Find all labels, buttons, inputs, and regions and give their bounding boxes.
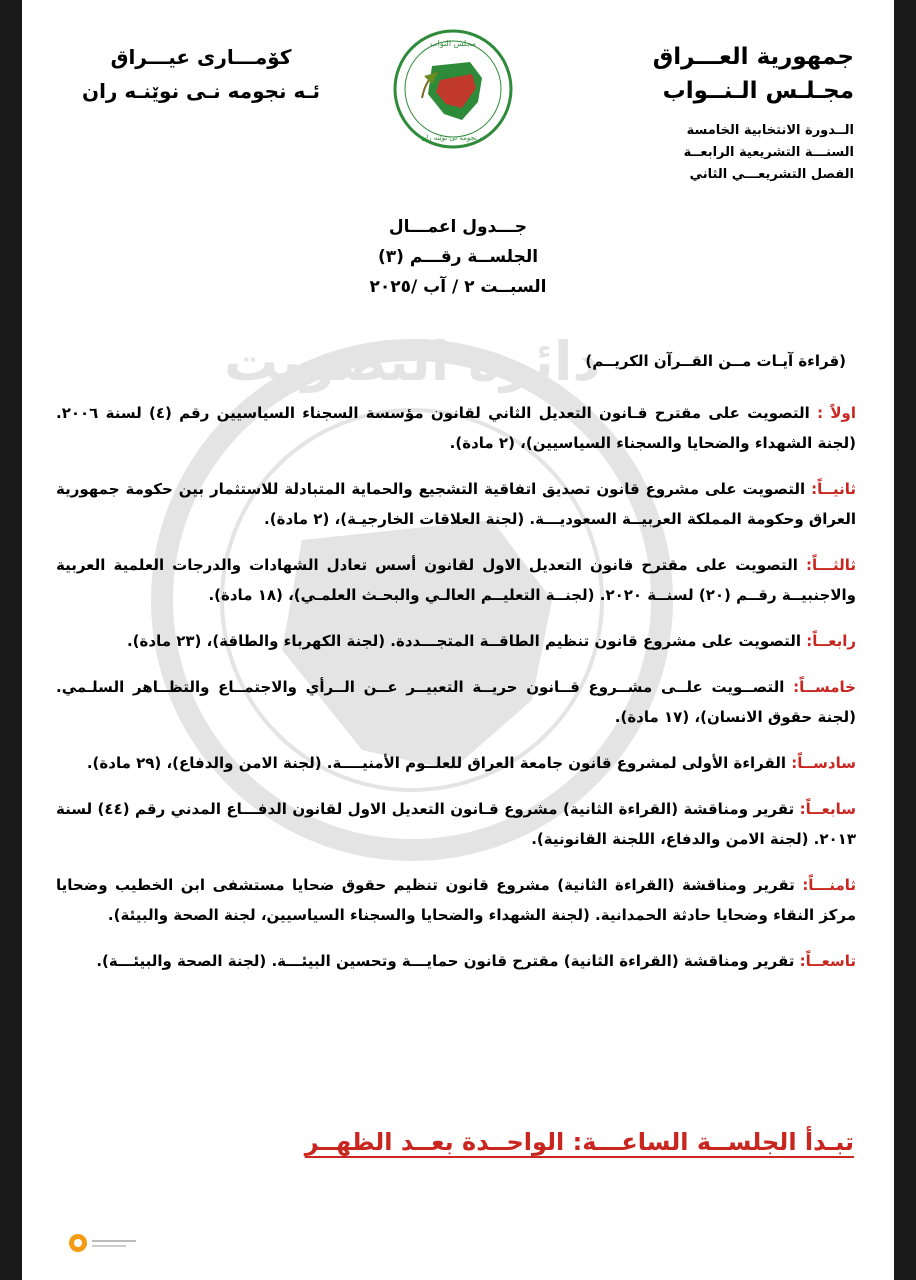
item-text: تقرير ومناقشة (القراءة الثانية) مشروع قـانون التعديل الاول لقانون الدفـــاع المدني رقم (٤٤) لسنة ٢٠١٣. (لجنة الامن والدفاع، اللجنة القانونية).	[56, 800, 856, 848]
session-date: السبــت ٢ / آب /٢٠٢٥	[369, 277, 547, 297]
agenda-title-block	[22, 212, 894, 302]
electoral-cycle: الــدورة الانتخابية الخامسة	[686, 123, 854, 138]
item-text: التصــويت علــى مشــروع قــانون حريــة التعبيــر عــن الــرأي والاجتمــاع والتظــاهر السلـمي. (لجنة حقوق الانسان)، (١٧ مادة).	[56, 678, 856, 726]
agenda-item	[56, 870, 856, 930]
item-ordinal: خامســاً:	[793, 678, 856, 696]
item-text: التصويت على مقترح قانون التعديل الاول لقانون أسس تعادل الشهادات والدرجات العلمية العربية والاجنبيــة رقــم (٢٠) لسنــة ٢٠٢٠. (لجنــة التعليــم العالـي والبحـث العلمـي)، (١٨ مادة).	[56, 556, 856, 604]
session-info	[653, 120, 854, 186]
document-page	[22, 0, 894, 1280]
legislative-year: السنـــة التشريعية الرابعــة	[683, 145, 854, 160]
agenda-item	[56, 946, 856, 976]
header-kurdish	[82, 40, 320, 108]
parliament-logo	[392, 28, 514, 150]
agenda-title: جـــدول اعمـــال	[388, 217, 528, 237]
session-start-time: تبـدأ الجلســة الساعـــة: الواحــدة بعــد الظهــر	[304, 1128, 854, 1156]
agenda-item	[56, 398, 856, 458]
item-ordinal: اولاً :	[817, 404, 856, 422]
agenda-item	[56, 550, 856, 610]
agenda-item	[56, 474, 856, 534]
item-text: التصويت على مشروع قانون تصديق اتفاقية التشجيع والحماية المتبادلة للاستثمار بين حكومة جمهورية العراق وحكومة المملكة العربيــة السعوديـــة. (لجنة العلاقات الخارجيـة)، (٢ مادة).	[56, 480, 856, 528]
item-text: التصويت على مشروع قانون تنظيم الطاقــة المتجـــددة. (لجنة الكهرباء والطاقة)، (٢٣ مادة).	[126, 632, 807, 650]
item-text: التصويت على مقترح قـانون التعديل الثاني لقانون مؤسسة السجناء السياسيين رقم (٤) لسنة ٢٠٠٦. (لجنة الشهداء والضحايا والسجناء السياسيين)، (٢ مادة).	[56, 404, 856, 452]
item-text: تقرير ومناقشة (القراءة الثانية) مقترح قانون حمايـــة وتحسين البيئـــة. (لجنة الصحة والبيئـــة).	[96, 952, 800, 970]
header-institution	[653, 40, 854, 186]
country-name: جمهورية العـــراق	[652, 44, 854, 70]
source-watermark-icon	[66, 1228, 146, 1258]
item-ordinal: سادســاً:	[791, 754, 856, 772]
item-ordinal: تاسعــاً:	[799, 952, 856, 970]
agenda-item	[56, 794, 856, 854]
council-name: مجـلـس الـنــواب	[662, 78, 854, 104]
agenda-items	[56, 398, 856, 992]
logo-top-text: مجلس النواب	[430, 39, 476, 48]
legislative-term: الفصل التشريعـــي الثاني	[689, 167, 854, 182]
item-ordinal: سابعــاً:	[799, 800, 856, 818]
agenda-item	[56, 672, 856, 732]
item-ordinal: ثانيــاً:	[811, 480, 856, 498]
item-ordinal: ثامنـــاً:	[802, 876, 856, 894]
item-ordinal: رابعــاً:	[806, 632, 856, 650]
item-text: تقرير ومناقشة (القراءة الثانية) مشروع قانون تنظيم حقوق ضحايا مستشفى ابن الخطيب وضحايا مركز النقاء وضحايا حادثة الحمدانية. (لجنة الشهداء والضحايا والسجناء السياسيين، لجنة الصحة والبيئة).	[56, 876, 856, 924]
item-ordinal: ثالثـــاً:	[805, 556, 856, 574]
logo-bottom-text: ئه نجومه نی نوێنه ران	[421, 134, 485, 142]
quran-reading: (قراءة آيـات مــن القــرآن الكريــم)	[585, 352, 846, 370]
agenda-item	[56, 626, 856, 656]
agenda-item	[56, 748, 856, 778]
session-number: الجلســة رقـــم (٣)	[377, 247, 539, 267]
item-text: القراءة الأولى لمشروع قانون جامعة العراق للعلــوم الأمنيــــة. (لجنة الامن والدفاع)، (٢٩ مادة).	[86, 754, 792, 772]
kurdish-council-name: ئـه نجومه نـی نوێنـه ران	[82, 79, 321, 103]
kurdish-country-name: كۆمـــاری عيـــراق	[110, 45, 292, 69]
watermark-text: دائرة التصويت	[223, 330, 601, 393]
